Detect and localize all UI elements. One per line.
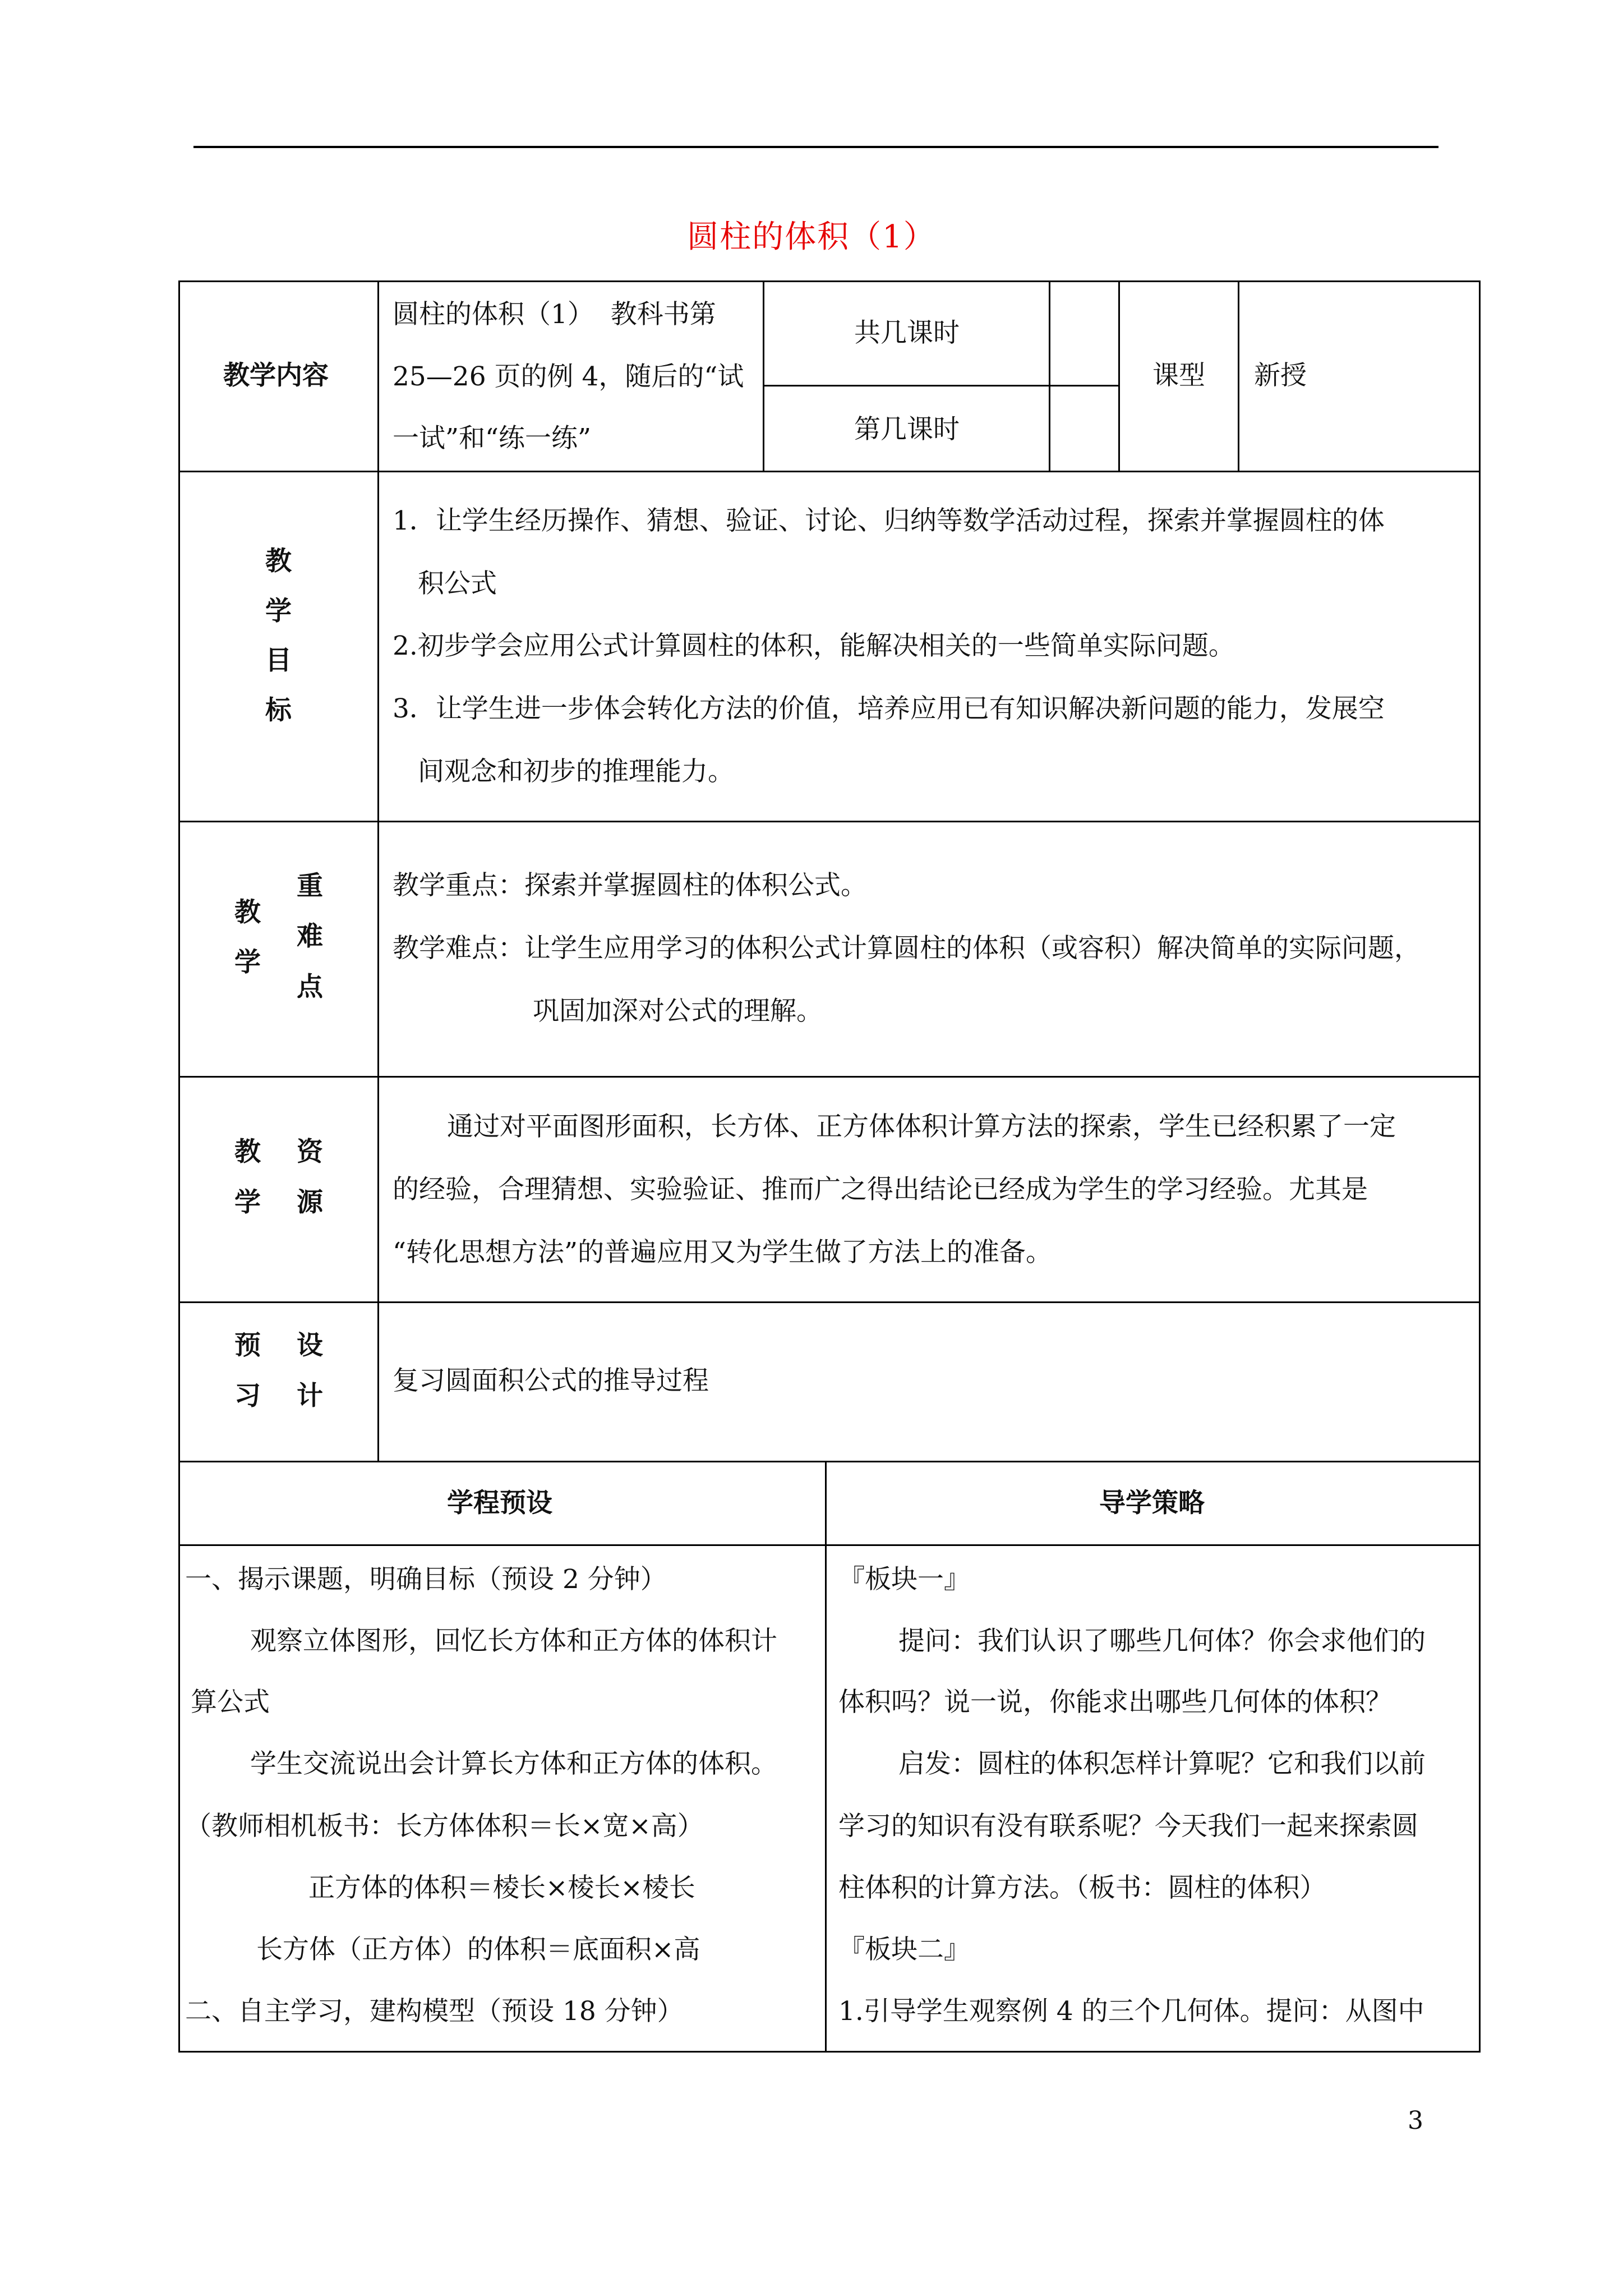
goals-label-char-2: 学 [265,596,292,627]
content-line-3: 一试”和“练一练” [393,423,592,454]
which-period-value-cell [1049,385,1120,472]
keypoints-line-2: 教学难点：让学生应用学习的体积公式计算圆柱的体积（或容积）解决简单的实际问题， [393,933,1421,964]
preview-label-char-1: 预 [234,1330,261,1361]
process-right-line-7: 『板块二』 [838,1934,970,1965]
preview-label-char-2: 习 [234,1381,261,1411]
process-left-line-1: 一、揭示课题，明确目标（预设 2 分钟） [185,1564,667,1595]
keypoints-label-char-2: 学 [234,947,261,978]
keypoints-label-char-4: 难 [297,921,323,952]
header-rule [193,146,1438,148]
keypoints-label-cell [178,821,379,1078]
process-left-body-cell [178,1544,827,2053]
goals-label-char-3: 目 [265,645,292,676]
process-left-line-4: 学生交流说出会计算长方体和正方体的体积。 [250,1749,777,1779]
content-label: 教学内容 [223,360,329,391]
process-left-line-7: 长方体（正方体）的体积＝底面积×高 [256,1934,700,1965]
process-right-line-1: 『板块一』 [838,1564,970,1595]
preview-text: 复习圆面积公式的推导过程 [393,1365,709,1396]
process-right-line-3: 体积吗？说一说，你能求出哪些几何体的体积？ [838,1687,1392,1718]
page-title: 圆柱的体积（1） [687,219,936,255]
resources-label-cell [178,1076,379,1303]
goals-line-5: 间观念和初步的推理能力。 [418,756,734,787]
resources-line-2: 的经验，合理猜想、实验验证、推而广之得出结论已经成为学生的学习经验。尤其是 [393,1174,1368,1205]
keypoints-label-char-3: 重 [297,871,323,901]
process-left-header: 学程预设 [447,1488,552,1519]
goals-label-char-4: 标 [265,695,292,726]
resources-label-char-2: 学 [234,1187,261,1218]
keypoints-label-char-1: 教 [234,897,261,928]
goals-line-2: 积公式 [418,568,497,599]
content-line-1: 圆柱的体积（1） 教科书第 [393,299,716,330]
process-right-line-4: 启发：圆柱的体积怎样计算呢？它和我们以前 [898,1749,1426,1779]
preview-label-char-3: 设 [297,1330,323,1361]
content-line-2: 25—26 页的例 4，随后的“试 [393,361,744,392]
process-right-header: 导学策略 [1099,1488,1205,1519]
resources-label-char-3: 资 [297,1137,323,1167]
preview-label-cell [178,1301,379,1462]
resources-label-char-4: 源 [297,1187,323,1218]
lesson-type-value: 新授 [1254,360,1307,391]
total-periods-value-cell [1049,280,1120,386]
page-number: 3 [1408,2106,1423,2135]
resources-line-3: “转化思想方法”的普遍应用又为学生做了方法上的准备。 [393,1237,1053,1268]
resources-line-1: 通过对平面图形面积，长方体、正方体体积计算方法的探索，学生已经积累了一定 [447,1111,1396,1142]
lesson-type-label: 课型 [1152,360,1205,391]
process-left-line-2: 观察立体图形，回忆长方体和正方体的体积计 [250,1626,777,1657]
resources-label-char-1: 教 [234,1137,261,1167]
goals-line-4: 3．让学生进一步体会转化方法的价值，培养应用已有知识解决新问题的能力，发展空 [393,693,1385,724]
process-left-line-6: 正方体的体积＝棱长×棱长×棱长 [308,1872,695,1903]
process-right-line-8: 1.引导学生观察例 4 的三个几何体。提问：从图中 [838,1996,1424,2027]
keypoints-label-char-5: 点 [297,972,323,1002]
keypoints-line-3: 巩固加深对公式的理解。 [533,996,823,1027]
keypoints-line-1: 教学重点：探索并掌握圆柱的体积公式。 [393,870,867,901]
preview-label-char-4: 计 [297,1381,323,1411]
process-left-line-3: 算公式 [191,1687,270,1718]
process-right-line-2: 提问：我们认识了哪些几何体？你会求他们的 [898,1626,1426,1657]
goals-line-1: 1．让学生经历操作、猜想、验证、讨论、归纳等数学活动过程，探索并掌握圆柱的体 [393,505,1385,536]
process-right-line-6: 柱体积的计算方法。（板书：圆柱的体积） [838,1872,1326,1903]
process-left-line-5: （教师相机板书：长方体体积＝长×宽×高） [185,1811,704,1842]
process-right-body-cell [825,1544,1481,2053]
process-left-line-8: 二、自主学习，建构模型（预设 18 分钟） [185,1996,684,2027]
process-right-line-5: 学习的知识有没有联系呢？今天我们一起来探索圆 [838,1811,1418,1842]
which-period-label: 第几课时 [854,414,960,445]
total-periods-label: 共几课时 [854,318,960,348]
goals-line-3: 2.初步学会应用公式计算圆柱的体积，能解决相关的一些简单实际问题。 [393,631,1235,661]
goals-label-char-1: 教 [265,546,292,577]
